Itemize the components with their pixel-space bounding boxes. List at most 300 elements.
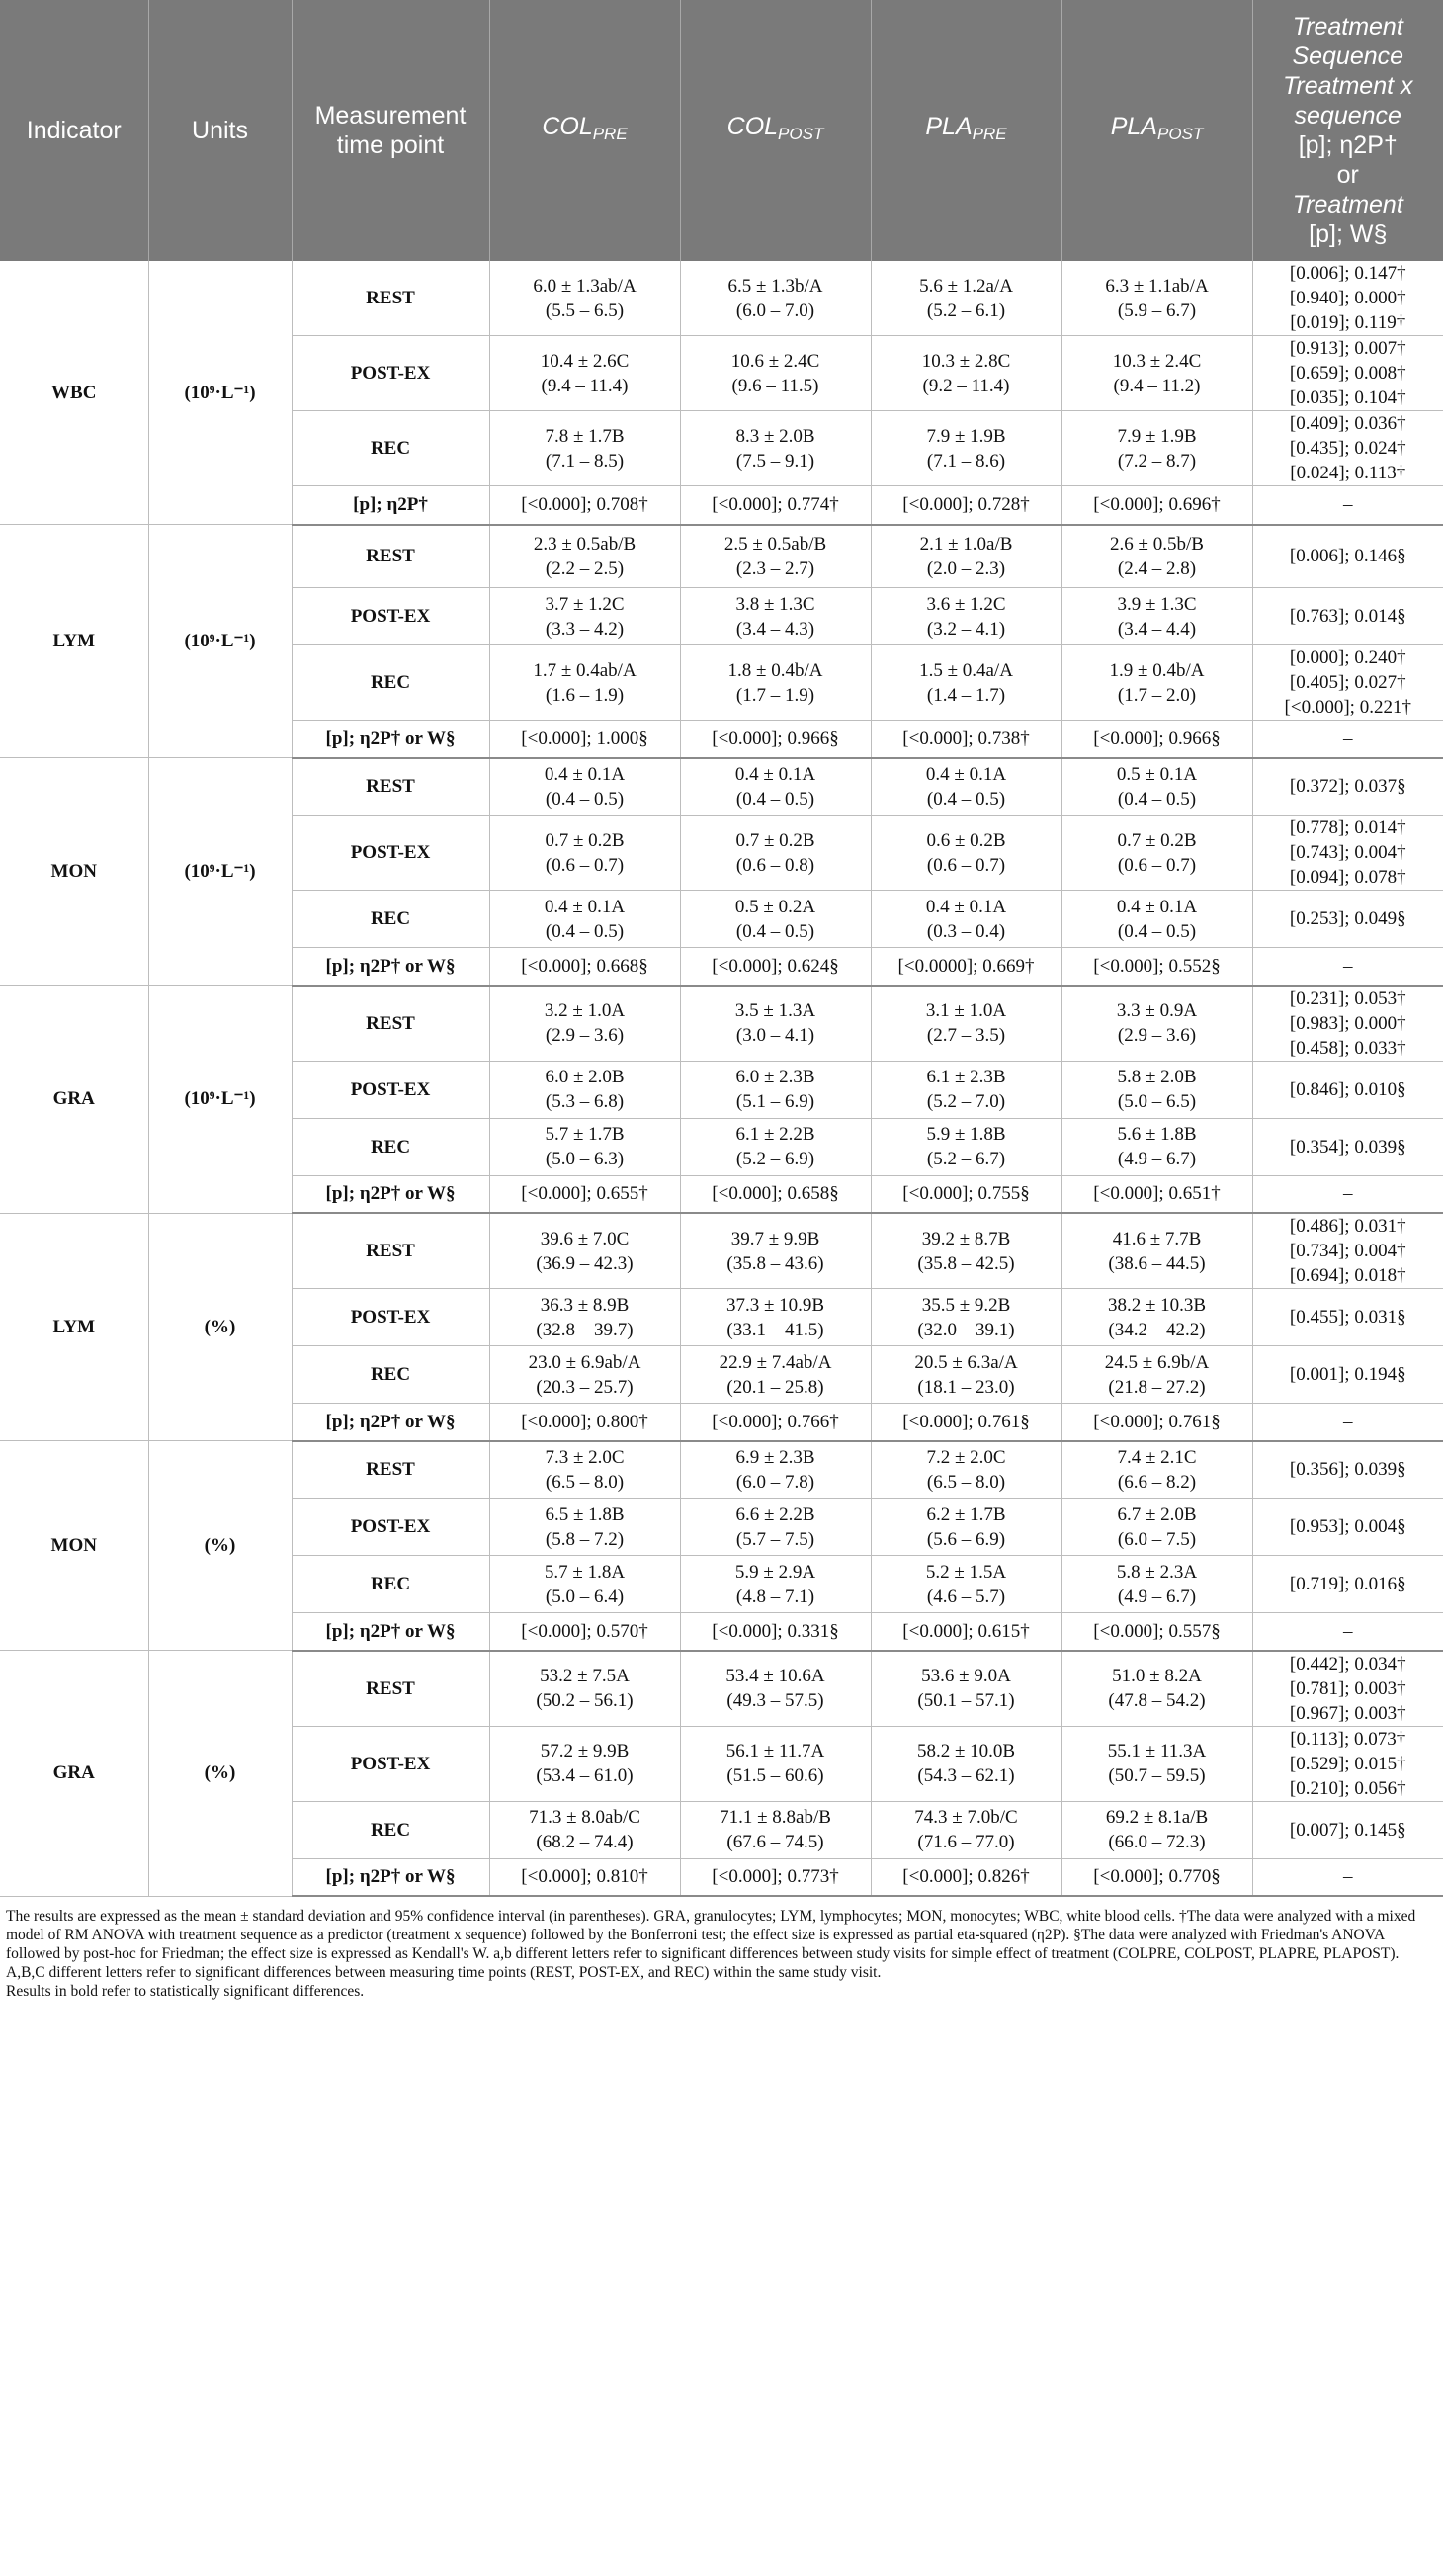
header-pla-pre [871, 0, 1061, 261]
stats-cell [1252, 1061, 1443, 1118]
stat-line: [0.007]; 0.145§ [1289, 1819, 1406, 1841]
value-cell [1061, 1118, 1252, 1175]
stat-line: [0.435]; 0.024† [1289, 438, 1406, 459]
time-point-cell: REST [292, 758, 489, 816]
stats-cell [1252, 588, 1443, 645]
time-point-cell: REC [292, 411, 489, 486]
confidence-interval: (5.1 – 6.9) [735, 1091, 815, 1112]
summary-label: [p]; η2P† or W§ [292, 1613, 489, 1651]
header-indicator: Indicator [0, 0, 148, 261]
value-cell [1061, 1061, 1252, 1118]
value-cell [871, 645, 1061, 721]
confidence-interval: (0.4 – 0.5) [545, 788, 625, 810]
header-col-pre-main: COL [542, 113, 593, 140]
confidence-interval: (2.7 – 3.5) [926, 1025, 1006, 1046]
summary-cell: [<0.0000]; 0.669† [871, 948, 1061, 986]
mean-sd: 36.3 ± 8.9B [540, 1294, 630, 1316]
header-stats-line2: Sequence [1292, 43, 1404, 70]
value-cell [871, 1726, 1061, 1801]
stat-line: [0.763]; 0.014§ [1289, 606, 1406, 627]
units-cell: (%) [148, 1441, 292, 1651]
value-cell [871, 1213, 1061, 1289]
confidence-interval: (9.2 – 11.4) [922, 375, 1010, 396]
value-cell [871, 336, 1061, 411]
summary-label: [p]; η2P† or W§ [292, 721, 489, 758]
header-stats-line5: [p]; η2P† [1298, 131, 1398, 159]
stat-line: [0.019]; 0.119† [1290, 312, 1406, 333]
mean-sd: 3.7 ± 1.2C [545, 593, 625, 615]
value-cell [680, 411, 871, 486]
stat-line: [0.778]; 0.014† [1289, 817, 1406, 838]
table-row [0, 1651, 1443, 1727]
mean-sd: 5.7 ± 1.7B [545, 1124, 625, 1145]
value-cell [1061, 891, 1252, 948]
table-body [0, 261, 1443, 1896]
summary-cell: [<0.000]; 0.773† [680, 1858, 871, 1896]
value-cell [489, 1651, 680, 1727]
value-cell [1061, 1651, 1252, 1727]
summary-cell: [<0.000]; 0.708† [489, 486, 680, 525]
mean-sd: 1.8 ± 0.4b/A [727, 659, 823, 681]
mean-sd: 6.9 ± 2.3B [735, 1446, 815, 1468]
mean-sd: 51.0 ± 8.2A [1112, 1666, 1202, 1686]
value-cell [489, 645, 680, 721]
units-cell: (10⁹·L⁻¹) [148, 758, 292, 986]
mean-sd: 53.2 ± 7.5A [540, 1666, 630, 1686]
value-cell [680, 1499, 871, 1556]
value-cell [680, 1061, 871, 1118]
value-cell [680, 525, 871, 588]
value-cell [871, 588, 1061, 645]
stats-cell [1252, 1499, 1443, 1556]
value-cell [489, 1801, 680, 1858]
mean-sd: 10.3 ± 2.4C [1112, 350, 1202, 372]
stat-line: [0.405]; 0.027† [1289, 672, 1406, 693]
mean-sd: 5.9 ± 1.8B [926, 1124, 1006, 1145]
value-cell [871, 986, 1061, 1062]
mean-sd: 6.6 ± 2.2B [735, 1503, 815, 1525]
summary-cell: [<0.000]; 0.966§ [1061, 721, 1252, 758]
time-point-cell: POST-EX [292, 1061, 489, 1118]
value-cell [1061, 1213, 1252, 1289]
summary-cell: [<0.000]; 0.570† [489, 1613, 680, 1651]
value-cell [871, 1556, 1061, 1613]
stat-line: [0.458]; 0.033† [1289, 1037, 1406, 1059]
value-cell [871, 261, 1061, 336]
summary-cell: [<0.000]; 0.331§ [680, 1613, 871, 1651]
confidence-interval: (50.2 – 56.1) [536, 1690, 634, 1711]
confidence-interval: (6.0 – 7.5) [1117, 1528, 1197, 1550]
stat-line: [0.846]; 0.010§ [1289, 1078, 1406, 1100]
indicator-cell: MON [0, 758, 148, 986]
stat-line: [0.024]; 0.113† [1290, 463, 1406, 483]
table-row [0, 1441, 1443, 1499]
mean-sd: 56.1 ± 11.7A [725, 1741, 825, 1761]
summary-label: [p]; η2P† or W§ [292, 1404, 489, 1441]
confidence-interval: (1.7 – 2.0) [1117, 684, 1197, 706]
value-cell [1061, 1556, 1252, 1613]
confidence-interval: (20.1 – 25.8) [726, 1376, 824, 1398]
mean-sd: 7.9 ± 1.9B [1117, 425, 1197, 447]
value-cell [489, 816, 680, 891]
value-cell [871, 758, 1061, 816]
mean-sd: 58.2 ± 10.0B [916, 1741, 1016, 1761]
confidence-interval: (3.2 – 4.1) [926, 618, 1006, 640]
confidence-interval: (35.8 – 42.5) [917, 1252, 1015, 1274]
mean-sd: 3.1 ± 1.0A [925, 1000, 1007, 1021]
mean-sd: 39.7 ± 9.9B [730, 1228, 820, 1249]
value-cell [1061, 816, 1252, 891]
mean-sd: 3.8 ± 1.3C [735, 593, 815, 615]
summary-label: [p]; η2P† [292, 486, 489, 525]
value-cell [680, 816, 871, 891]
value-cell [489, 1346, 680, 1404]
stats-cell [1252, 1801, 1443, 1858]
units-cell: (10⁹·L⁻¹) [148, 261, 292, 525]
confidence-interval: (9.4 – 11.2) [1113, 375, 1201, 396]
mean-sd: 6.5 ± 1.8B [545, 1503, 625, 1525]
value-cell [871, 411, 1061, 486]
summary-cell: [<0.000]; 0.696† [1061, 486, 1252, 525]
confidence-interval: (5.2 – 6.1) [926, 300, 1006, 321]
time-point-cell: REC [292, 1556, 489, 1613]
confidence-interval: (1.7 – 1.9) [735, 684, 815, 706]
mean-sd: 3.5 ± 1.3A [734, 1000, 816, 1021]
mean-sd: 2.3 ± 0.5ab/B [533, 533, 637, 555]
confidence-interval: (0.4 – 0.5) [545, 920, 625, 942]
summary-dash: – [1252, 1404, 1443, 1441]
mean-sd: 2.6 ± 0.5b/B [1110, 533, 1204, 555]
confidence-interval: (5.8 – 7.2) [545, 1528, 625, 1550]
confidence-interval: (7.5 – 9.1) [735, 450, 815, 472]
header-time-point: Measurement time point [292, 0, 489, 261]
summary-cell: [<0.000]; 0.557§ [1061, 1613, 1252, 1651]
confidence-interval: (33.1 – 41.5) [726, 1319, 824, 1340]
mean-sd: 7.4 ± 2.1C [1117, 1446, 1197, 1468]
value-cell [489, 1726, 680, 1801]
time-point-cell: REC [292, 1118, 489, 1175]
stat-line: [0.253]; 0.049§ [1289, 908, 1406, 929]
confidence-interval: (66.0 – 72.3) [1108, 1832, 1206, 1852]
mean-sd: 53.4 ± 10.6A [725, 1666, 825, 1686]
mean-sd: 38.2 ± 10.3B [1107, 1294, 1207, 1316]
time-point-cell: REC [292, 1346, 489, 1404]
summary-cell: [<0.000]; 0.655† [489, 1175, 680, 1213]
mean-sd: 6.1 ± 2.3B [926, 1067, 1006, 1087]
confidence-interval: (32.0 – 39.1) [917, 1319, 1015, 1340]
confidence-interval: (6.0 – 7.8) [735, 1471, 815, 1493]
summary-cell: [<0.000]; 0.552§ [1061, 948, 1252, 986]
mean-sd: 2.1 ± 1.0a/B [919, 533, 1013, 555]
stats-cell [1252, 1289, 1443, 1346]
mean-sd: 6.7 ± 2.0B [1117, 1503, 1197, 1525]
value-cell [680, 645, 871, 721]
stat-line: [0.113]; 0.073† [1290, 1728, 1406, 1750]
confidence-interval: (20.3 – 25.7) [536, 1376, 634, 1398]
summary-label: [p]; η2P† or W§ [292, 1175, 489, 1213]
confidence-interval: (0.6 – 0.7) [1117, 854, 1197, 876]
mean-sd: 5.9 ± 2.9A [734, 1561, 816, 1583]
confidence-interval: (0.6 – 0.8) [735, 854, 815, 876]
value-cell [871, 1118, 1061, 1175]
stat-line: [0.354]; 0.039§ [1289, 1136, 1406, 1158]
value-cell [871, 1346, 1061, 1404]
confidence-interval: (5.2 – 7.0) [926, 1091, 1006, 1112]
header-pla-pre-main: PLA [925, 113, 973, 140]
confidence-interval: (5.0 – 6.4) [545, 1586, 625, 1607]
time-point-cell: REC [292, 645, 489, 721]
confidence-interval: (4.9 – 6.7) [1117, 1586, 1197, 1607]
value-cell [871, 1441, 1061, 1499]
stats-cell [1252, 891, 1443, 948]
value-cell [680, 891, 871, 948]
confidence-interval: (9.4 – 11.4) [541, 375, 629, 396]
value-cell [489, 1441, 680, 1499]
value-cell [871, 1651, 1061, 1727]
stats-cell [1252, 758, 1443, 816]
stat-line: [<0.000]; 0.221† [1284, 697, 1411, 718]
mean-sd: 20.5 ± 6.3a/A [914, 1351, 1018, 1373]
mean-sd: 55.1 ± 11.3A [1107, 1741, 1207, 1761]
header-col-post-main: COL [726, 113, 779, 140]
stat-line: [0.001]; 0.194§ [1289, 1364, 1406, 1385]
mean-sd: 71.1 ± 8.8ab/B [720, 1807, 831, 1828]
time-point-cell: POST-EX [292, 336, 489, 411]
summary-dash: – [1252, 1613, 1443, 1651]
mean-sd: 3.9 ± 1.3C [1117, 593, 1197, 615]
table-row [0, 986, 1443, 1062]
footnote-bold-note: Results in bold refer to statistically significant differences. [6, 1983, 365, 2000]
summary-cell: [<0.000]; 0.774† [680, 486, 871, 525]
stats-cell [1252, 816, 1443, 891]
mean-sd: 0.7 ± 0.2B [1117, 829, 1197, 851]
mean-sd: 7.3 ± 2.0C [545, 1446, 625, 1468]
confidence-interval: (9.6 – 11.5) [731, 375, 819, 396]
mean-sd: 10.6 ± 2.4C [730, 350, 820, 372]
value-cell [489, 1556, 680, 1613]
mean-sd: 0.4 ± 0.1A [544, 896, 626, 917]
stats-cell [1252, 525, 1443, 588]
value-cell [1061, 1726, 1252, 1801]
indicator-cell: GRA [0, 986, 148, 1214]
confidence-interval: (2.9 – 3.6) [1117, 1025, 1197, 1046]
confidence-interval: (3.0 – 4.1) [735, 1025, 815, 1046]
units-cell: (%) [148, 1651, 292, 1897]
stat-line: [0.372]; 0.037§ [1289, 776, 1406, 798]
units-cell: (10⁹·L⁻¹) [148, 986, 292, 1214]
value-cell [680, 588, 871, 645]
mean-sd: 0.4 ± 0.1A [925, 763, 1007, 785]
value-cell [1061, 525, 1252, 588]
mean-sd: 7.9 ± 1.9B [926, 425, 1006, 447]
header-stats-line7: Treatment [1292, 191, 1403, 218]
confidence-interval: (67.6 – 74.5) [726, 1832, 824, 1852]
value-cell [489, 525, 680, 588]
summary-dash: – [1252, 948, 1443, 986]
confidence-interval: (6.0 – 7.0) [735, 300, 815, 321]
units-cell: (10⁹·L⁻¹) [148, 525, 292, 758]
mean-sd: 69.2 ± 8.1a/B [1105, 1807, 1209, 1828]
stat-line: [0.409]; 0.036† [1289, 413, 1406, 434]
time-point-cell: POST-EX [292, 1726, 489, 1801]
header-col-post-sub: POST [778, 125, 824, 143]
stat-line: [0.442]; 0.034† [1289, 1653, 1406, 1674]
stat-line: [0.006]; 0.146§ [1289, 546, 1406, 567]
summary-cell: [<0.000]; 0.668§ [489, 948, 680, 986]
confidence-interval: (1.4 – 1.7) [926, 684, 1006, 706]
confidence-interval: (7.2 – 8.7) [1117, 450, 1197, 472]
confidence-interval: (49.3 – 57.5) [726, 1690, 824, 1711]
mean-sd: 0.4 ± 0.1A [544, 763, 626, 785]
mean-sd: 1.9 ± 0.4b/A [1109, 659, 1205, 681]
mean-sd: 6.1 ± 2.2B [735, 1124, 815, 1145]
mean-sd: 0.7 ± 0.2B [545, 829, 625, 851]
value-cell [489, 588, 680, 645]
confidence-interval: (71.6 – 77.0) [917, 1832, 1015, 1852]
header-stats-line1: Treatment [1292, 13, 1403, 41]
confidence-interval: (2.0 – 2.3) [926, 558, 1006, 579]
time-point-cell: POST-EX [292, 588, 489, 645]
mean-sd: 8.3 ± 2.0B [735, 425, 815, 447]
confidence-interval: (5.6 – 6.9) [926, 1528, 1006, 1550]
value-cell [1061, 1346, 1252, 1404]
summary-label: [p]; η2P† or W§ [292, 1858, 489, 1896]
value-cell [1061, 986, 1252, 1062]
mean-sd: 6.3 ± 1.1ab/A [1105, 275, 1209, 297]
confidence-interval: (5.5 – 6.5) [545, 300, 625, 321]
mean-sd: 57.2 ± 9.9B [540, 1741, 630, 1761]
mean-sd: 0.4 ± 0.1A [734, 763, 816, 785]
confidence-interval: (51.5 – 60.6) [726, 1765, 824, 1786]
mean-sd: 0.4 ± 0.1A [925, 896, 1007, 917]
value-cell [489, 1499, 680, 1556]
summary-dash: – [1252, 1175, 1443, 1213]
value-cell [1061, 261, 1252, 336]
mean-sd: 6.0 ± 2.0B [545, 1067, 625, 1087]
value-cell [1061, 645, 1252, 721]
value-cell [680, 1651, 871, 1727]
mean-sd: 0.4 ± 0.1A [1116, 896, 1198, 917]
stat-line: [0.659]; 0.008† [1289, 363, 1406, 384]
value-cell [871, 816, 1061, 891]
header-stats-line8: [p]; W§ [1309, 220, 1388, 248]
value-cell [871, 1499, 1061, 1556]
confidence-interval: (0.4 – 0.5) [1117, 920, 1197, 942]
summary-cell: [<0.000]; 0.766† [680, 1404, 871, 1441]
summary-dash: – [1252, 1858, 1443, 1896]
indicator-cell: LYM [0, 525, 148, 758]
confidence-interval: (5.3 – 6.8) [545, 1091, 625, 1112]
stat-line: [0.913]; 0.007† [1289, 338, 1406, 359]
mean-sd: 22.9 ± 7.4ab/A [719, 1351, 832, 1373]
value-cell [489, 986, 680, 1062]
header-col-post [680, 0, 871, 261]
stats-cell [1252, 1556, 1443, 1613]
value-cell [680, 1346, 871, 1404]
value-cell [489, 411, 680, 486]
stat-line: [0.983]; 0.000† [1289, 1012, 1406, 1034]
stat-line: [0.967]; 0.003† [1289, 1702, 1406, 1724]
value-cell [489, 1289, 680, 1346]
stat-line: [0.694]; 0.018† [1289, 1265, 1406, 1286]
table-row [0, 261, 1443, 336]
confidence-interval: (6.6 – 8.2) [1117, 1471, 1197, 1493]
mean-sd: 6.5 ± 1.3b/A [727, 275, 823, 297]
mean-sd: 10.3 ± 2.8C [921, 350, 1011, 372]
indicator-cell: WBC [0, 261, 148, 525]
summary-cell: [<0.000]; 0.826† [871, 1858, 1061, 1896]
value-cell [1061, 588, 1252, 645]
mean-sd: 0.6 ± 0.2B [926, 829, 1006, 851]
stats-cell [1252, 1213, 1443, 1289]
summary-cell: [<0.000]; 0.770§ [1061, 1858, 1252, 1896]
stats-cell [1252, 1441, 1443, 1499]
value-cell [680, 1801, 871, 1858]
confidence-interval: (1.6 – 1.9) [545, 684, 625, 706]
confidence-interval: (47.8 – 54.2) [1108, 1690, 1206, 1711]
mean-sd: 0.5 ± 0.2A [734, 896, 816, 917]
confidence-interval: (3.3 – 4.2) [545, 618, 625, 640]
confidence-interval: (5.9 – 6.7) [1117, 300, 1197, 321]
stats-cell [1252, 1726, 1443, 1801]
mean-sd: 0.5 ± 0.1A [1116, 763, 1198, 785]
mean-sd: 5.6 ± 1.8B [1117, 1124, 1197, 1145]
confidence-interval: (2.9 – 3.6) [545, 1025, 625, 1046]
confidence-interval: (0.4 – 0.5) [1117, 788, 1197, 810]
value-cell [680, 1556, 871, 1613]
mean-sd: 3.6 ± 1.2C [926, 593, 1006, 615]
time-point-cell: REST [292, 1213, 489, 1289]
header-pla-post [1061, 0, 1252, 261]
mean-sd: 41.6 ± 7.7B [1112, 1228, 1202, 1249]
confidence-interval: (7.1 – 8.6) [926, 450, 1006, 472]
confidence-interval: (0.4 – 0.5) [735, 788, 815, 810]
stat-line: [0.455]; 0.031§ [1289, 1307, 1406, 1328]
confidence-interval: (3.4 – 4.4) [1117, 618, 1197, 640]
mean-sd: 3.2 ± 1.0A [544, 1000, 626, 1021]
table-row [0, 758, 1443, 816]
confidence-interval: (0.6 – 0.7) [545, 854, 625, 876]
summary-cell: [<0.000]; 0.755§ [871, 1175, 1061, 1213]
mean-sd: 1.7 ± 0.4ab/A [533, 659, 637, 681]
table-row [0, 525, 1443, 588]
confidence-interval: (6.5 – 8.0) [926, 1471, 1006, 1493]
mean-sd: 37.3 ± 10.9B [725, 1294, 825, 1316]
stats-cell [1252, 1118, 1443, 1175]
mean-sd: 6.0 ± 1.3ab/A [533, 275, 637, 297]
confidence-interval: (5.0 – 6.5) [1117, 1091, 1197, 1112]
value-cell [871, 525, 1061, 588]
confidence-interval: (4.6 – 5.7) [926, 1586, 1006, 1607]
time-point-cell: REST [292, 986, 489, 1062]
table-row [0, 1213, 1443, 1289]
value-cell [680, 1289, 871, 1346]
value-cell [680, 1213, 871, 1289]
header-stats-line3: Treatment x [1282, 72, 1413, 100]
summary-cell: [<0.000]; 0.728† [871, 486, 1061, 525]
confidence-interval: (54.3 – 62.1) [917, 1765, 1015, 1786]
confidence-interval: (50.1 – 57.1) [917, 1690, 1015, 1711]
confidence-interval: (6.5 – 8.0) [545, 1471, 625, 1493]
confidence-interval: (4.9 – 6.7) [1117, 1149, 1197, 1169]
stat-line: [0.000]; 0.240† [1289, 647, 1406, 668]
stat-line: [0.006]; 0.147† [1289, 263, 1406, 284]
mean-sd: 5.6 ± 1.2a/A [919, 275, 1013, 297]
summary-cell: [<0.000]; 0.651† [1061, 1175, 1252, 1213]
mean-sd: 7.8 ± 1.7B [545, 425, 625, 447]
stats-cell [1252, 1651, 1443, 1727]
confidence-interval: (35.8 – 43.6) [726, 1252, 824, 1274]
